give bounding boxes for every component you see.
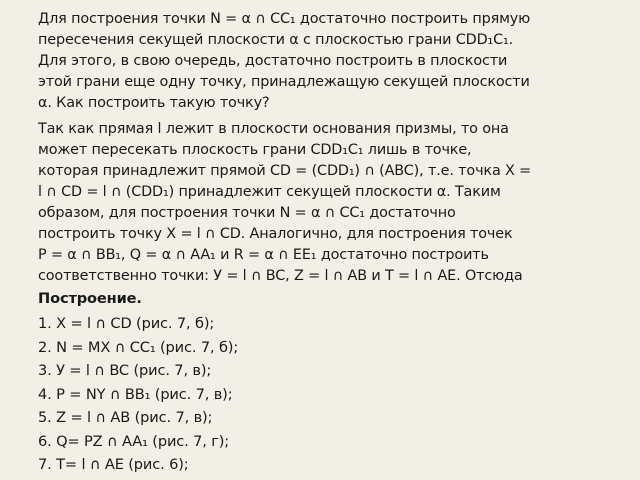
text-line: пересечения секущей плоскости α с плоскостью грани CDD₁C₁. [38,32,514,48]
construction-step: 7. T= l ∩ AE (рис. 6); [38,456,189,473]
text-line: Для построения точки N = α ∩ CC₁ достаточно построить прямую [38,11,531,27]
explanation-paragraph [0,119,551,287]
construction-steps [0,313,258,478]
text-line: Так как прямая l лежит в плоскости основания призмы, то она [38,121,509,137]
text-line: которая принадлежит прямой CD = (CDD₁) ∩ (ABC), т.е. точка X = [38,163,532,179]
text-line: построить точку X = l ∩ CD. Аналогично, для построения точек [38,226,513,242]
construction-step: 2. N = MX ∩ CC₁ (рис. 7, б); [38,338,239,356]
text-line: этой грани еще одну точку, принадлежащую секущей плоскости [38,74,530,90]
construction-step: 5. Z = l ∩ AB (рис. 7, в); [38,409,213,426]
construction-heading-block [0,288,162,309]
intro-paragraph [0,9,550,114]
text-line: образом, для построения точки N = α ∩ CC₁ достаточно [38,205,456,221]
construction-step: 6. Q= PZ ∩ AA₁ (рис. 7, г); [38,432,230,450]
construction-heading: Построение. [38,290,142,307]
text-line: соответственно точки: У = l ∩ BC, Z = l ∩ AB и T = l ∩ AE. Отсюда [38,268,523,284]
text-line: P = α ∩ BB₁, Q = α ∩ AA₁ и R = α ∩ EE₁ достаточно построить [38,247,489,263]
text-line: может пересекать плоскость грани CDD₁C₁ лишь в точке, [38,142,472,158]
text-line: Для этого, в свою очередь, достаточно построить в плоскости [38,53,508,69]
text-line: l ∩ CD = l ∩ (CDD₁) принадлежит секущей плоскости α. Таким [38,184,501,200]
construction-step: 1. X = l ∩ CD (рис. 7, б); [38,315,215,332]
construction-step: 3. У = l ∩ BC (рис. 7, в); [38,362,212,379]
construction-step: 4. P = NY ∩ BB₁ (рис. 7, в); [38,385,233,403]
text-line: α. Как построить такую точку? [38,95,270,111]
